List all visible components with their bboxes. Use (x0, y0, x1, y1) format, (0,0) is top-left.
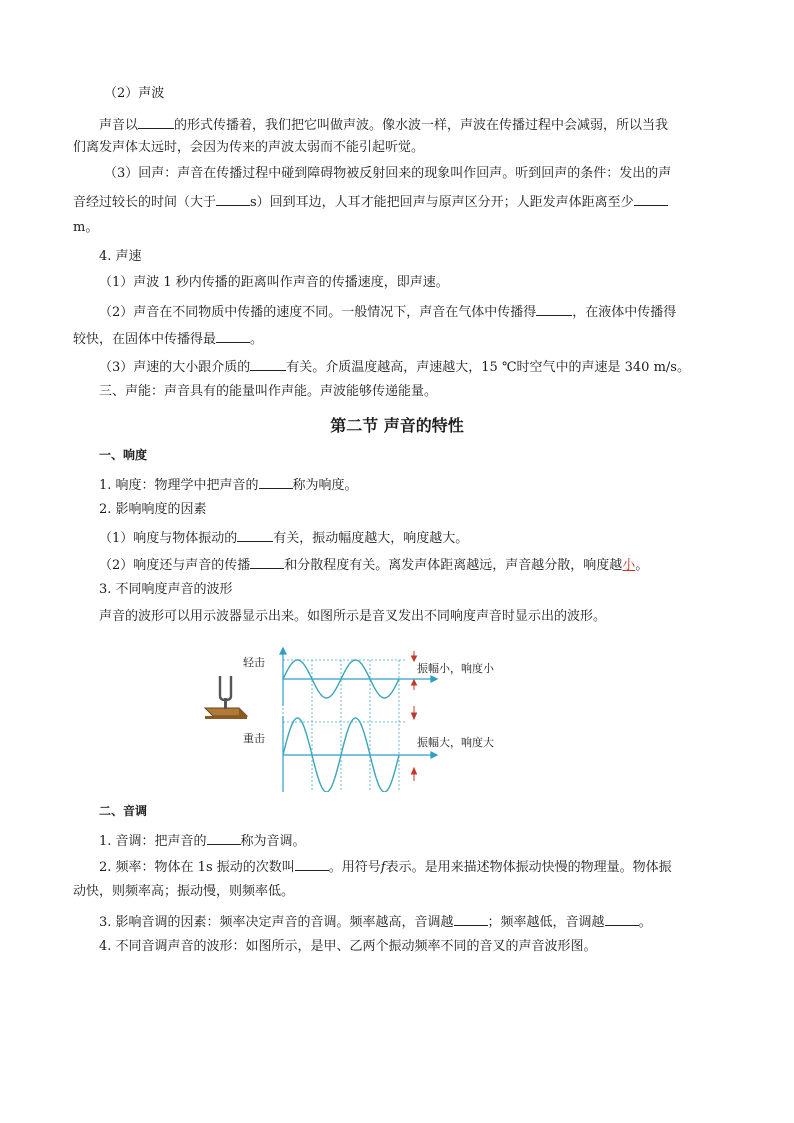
text-line: 2. 频率：物体在 1s 振动的次数叫 。用符号f表示。是用来描述物体振动快慢的物理量。物体振 (99, 857, 672, 876)
note-small-amplitude: 振幅小，响度小 (417, 662, 494, 675)
text-line: 音经过较长的时间（大于 s）回到耳边，人耳才能把回声与原声区分开；人距发声体距离至少 (73, 192, 668, 211)
text-line: 4. 声速 (99, 249, 142, 264)
text-line: （1）响度与物体振动的 有关，振动幅度越大，响度越大。 (99, 528, 468, 547)
text-line: （2）声音在不同物质中传播的速度不同。一般情况下，声音在气体中传播得 ，在液体中传播得 (99, 302, 676, 321)
fill-blank[interactable] (454, 912, 488, 926)
text-line: 4. 不同音调声音的波形：如图所示，是甲、乙两个振动频率不同的音叉的声音波形图。 (99, 939, 597, 954)
tuning-fork-icon (205, 676, 247, 719)
fill-blank[interactable] (605, 912, 639, 926)
label-light-strike: 轻击 (243, 656, 265, 669)
text-line: （2）声波 (104, 86, 165, 101)
fill-blank[interactable] (536, 302, 572, 316)
fill-blank[interactable] (237, 528, 273, 542)
subsection-heading: 一、响度 (99, 448, 148, 462)
text-line: 声音以 的形式传播着，我们把它叫做声波。像水波一样，声波在传播过程中会减弱，所以当我 (99, 115, 668, 134)
text-line: 2. 影响响度的因素 (99, 502, 207, 517)
text-line: 较快，在固体中传播得最 。 (73, 329, 263, 348)
fill-blank[interactable] (634, 192, 668, 206)
dashed-guides (283, 660, 407, 792)
waveform-figure (195, 646, 505, 792)
waveform-svg (195, 646, 505, 792)
text-line: 们离发声体太远时，会因为传来的声波太弱而不能引起听觉。 (73, 140, 425, 155)
fill-blank[interactable] (250, 357, 286, 371)
text-line: （2）响度还与声音的传播 和分散程度有关。离发声体距离越远，声音越分散，响度越小。 (99, 555, 648, 574)
label-heavy-strike: 重击 (243, 732, 265, 745)
text-line: （3）回声：声音在传播过程中碰到障碍物被反射回来的现象叫作回声。听到回声的条件：发出的声 (104, 166, 672, 181)
text-line: 1. 音调：把声音的 称为音调。 (99, 831, 306, 850)
text-line: 声音的波形可以用示波器显示出来。如图所示是音叉发出不同响度声音时显示出的波形。 (99, 609, 607, 624)
text-line: 1. 响度：物理学中把声音的 称为响度。 (99, 475, 358, 494)
fill-blank[interactable] (138, 115, 174, 129)
note-large-amplitude: 振幅大，响度大 (417, 736, 494, 749)
amplitude-arrows (412, 651, 417, 781)
text-line: m。 (73, 220, 99, 235)
text-line: （1）声波 1 秒内传播的距离叫作声音的传播速度，即声速。 (99, 275, 449, 290)
text-line: （3）声速的大小跟介质的 有关。介质温度越高，声速越大，15 ℃时空气中的声速是 340 m/s。 (99, 357, 690, 376)
fill-blank[interactable] (216, 192, 250, 206)
text-line: 动快，则频率高；振动慢，则频率低。 (73, 884, 295, 899)
fill-blank[interactable] (259, 475, 293, 489)
fill-blank[interactable] (216, 329, 250, 343)
text-line: 三、声能：声音具有的能量叫作声能。声波能够传递能量。 (99, 384, 438, 399)
section-title: 第二节 声音的特性 (330, 416, 464, 435)
text-line: 3. 不同响度声音的波形 (99, 582, 233, 597)
fill-blank[interactable] (250, 555, 284, 569)
fill-blank[interactable] (295, 857, 329, 871)
fill-blank[interactable] (207, 831, 241, 845)
text-line: 3. 影响音调的因素：频率决定声音的音调。频率越高，音调越 ；频率越低，音调越 。 (99, 912, 652, 931)
subsection-heading: 二、音调 (99, 804, 148, 818)
